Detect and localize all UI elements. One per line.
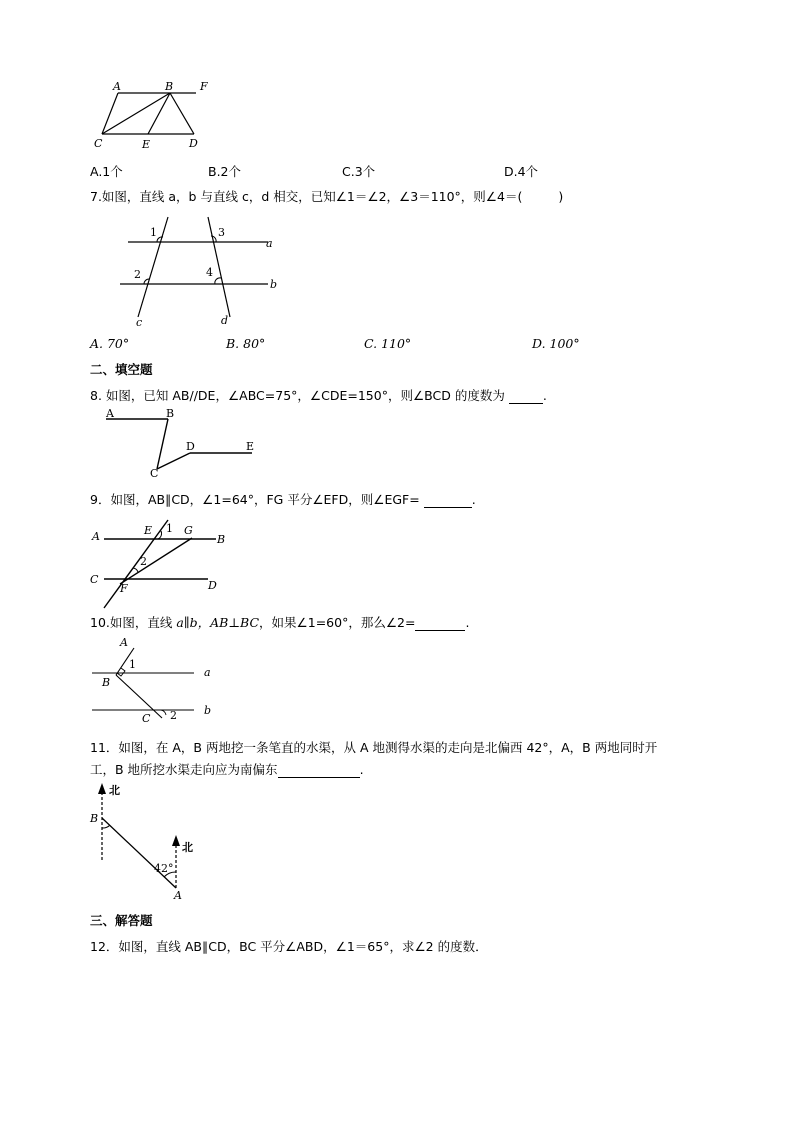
q8-label-b: B <box>166 407 175 420</box>
q11-label-b: B <box>90 812 99 825</box>
section-heading-fill-in: 二、填空题 <box>90 362 153 377</box>
q7-question <box>90 189 563 205</box>
q11-question-line1: 11．如图，在 A，B 两地挖一条笔直的水渠，从 A 地测得水渠的走向是北偏西 42°，A，B 两地同时开 <box>90 740 658 755</box>
q9-figure <box>88 518 238 610</box>
q11-label-north-b: 北 <box>109 784 120 797</box>
q7-question-text: 7.如图，直线 a，b 与直线 c，d 相交，已知∠1＝∠2，∠3＝110°，则∠4＝( <box>90 189 523 204</box>
q10-label-b-line: b <box>204 704 212 717</box>
q7-label-4: 4 <box>206 266 213 279</box>
q11-line2-text: 工，B 地所挖水渠走向应为南偏东 <box>90 762 278 777</box>
q7-label-c: c <box>136 316 143 329</box>
q8-label-c: C <box>150 467 159 480</box>
q9-label-f: F <box>120 582 128 595</box>
q8-label-e: E <box>246 440 255 453</box>
q8-label-d: D <box>186 440 195 453</box>
q7-option-c: C. 110° <box>364 336 412 351</box>
q10-figure <box>88 636 228 728</box>
q11-figure <box>88 780 208 902</box>
q6-label-f: F <box>200 80 208 93</box>
q10-label-a-line: a <box>204 666 211 679</box>
q8-label-a: A <box>106 407 114 420</box>
q10-end: . <box>465 615 470 630</box>
q6-label-d: D <box>189 137 198 150</box>
q11-label-angle: 42° <box>154 862 174 875</box>
q9-question-text: 9．如图，AB∥CD，∠1=64°，FG 平分∠EFD，则∠EGF= <box>90 492 420 507</box>
q10-label-2: 2 <box>170 709 177 722</box>
q8-figure <box>100 405 270 483</box>
q7-label-3: 3 <box>218 226 225 239</box>
q10-question <box>90 615 469 631</box>
q7-label-1: 1 <box>150 226 157 239</box>
q9-label-c: C <box>90 573 99 586</box>
q8-end: . <box>542 388 547 403</box>
q9-label-e: E <box>144 524 153 537</box>
q6-label-a: A <box>113 80 121 93</box>
q9-label-d: D <box>208 579 217 592</box>
q6-label-c: C <box>94 137 103 150</box>
q9-label-2: 2 <box>140 555 147 568</box>
q11-question-line2 <box>90 762 364 778</box>
q12-question: 12．如图，直线 AB∥CD，BC 平分∠ABD，∠1＝65°，求∠2 的度数． <box>90 939 488 954</box>
q8-answer-blank[interactable] <box>509 391 543 404</box>
q11-answer-blank[interactable] <box>278 765 360 778</box>
q11-end: . <box>359 762 364 777</box>
q6-figure <box>88 76 218 156</box>
q10-text-italic: a∥b，AB⊥BC <box>176 615 260 630</box>
q7-label-d: d <box>221 314 229 327</box>
q9-label-g: G <box>184 524 193 537</box>
q6-option-c: C.3个 <box>342 164 376 179</box>
q10-answer-blank[interactable] <box>415 618 465 631</box>
section-heading-solve: 三、解答题 <box>90 913 153 928</box>
q9-label-a: A <box>92 530 100 543</box>
q7-option-b: B. 80° <box>226 336 266 351</box>
q10-text-after: ，如果∠1=60°，那么∠2= <box>259 615 416 630</box>
q8-question-text: 8. 如图，已知 AB//DE，∠ABC=75°，∠CDE=150°，则∠BCD 的度数为 <box>90 388 505 403</box>
q7-label-a: a <box>266 237 273 250</box>
q9-answer-blank[interactable] <box>424 495 472 508</box>
q6-label-b: B <box>165 80 174 93</box>
q10-label-b-point: B <box>102 676 111 689</box>
q7-label-b: b <box>270 278 278 291</box>
q10-label-a: A <box>120 636 128 649</box>
q7-figure <box>110 212 290 332</box>
q7-option-d: D. 100° <box>532 336 580 351</box>
q10-label-1: 1 <box>129 658 136 671</box>
q9-label-1: 1 <box>166 522 173 535</box>
q7-option-a: A. 70° <box>90 336 130 351</box>
q6-label-e: E <box>142 138 151 151</box>
q9-label-b: B <box>217 533 226 546</box>
q6-option-d: D.4个 <box>504 164 539 179</box>
q7-label-2: 2 <box>134 268 141 281</box>
q11-label-a: A <box>174 889 182 902</box>
q6-option-b: B.2个 <box>208 164 242 179</box>
q10-label-c: C <box>142 712 151 725</box>
q6-option-a: A.1个 <box>90 164 123 179</box>
q8-question <box>90 388 547 404</box>
q7-paren-close: ) <box>558 189 564 204</box>
q9-end: . <box>471 492 476 507</box>
q11-label-north-a: 北 <box>182 841 193 854</box>
q10-text-before: 10.如图，直线 <box>90 615 177 630</box>
q9-question <box>90 492 476 508</box>
